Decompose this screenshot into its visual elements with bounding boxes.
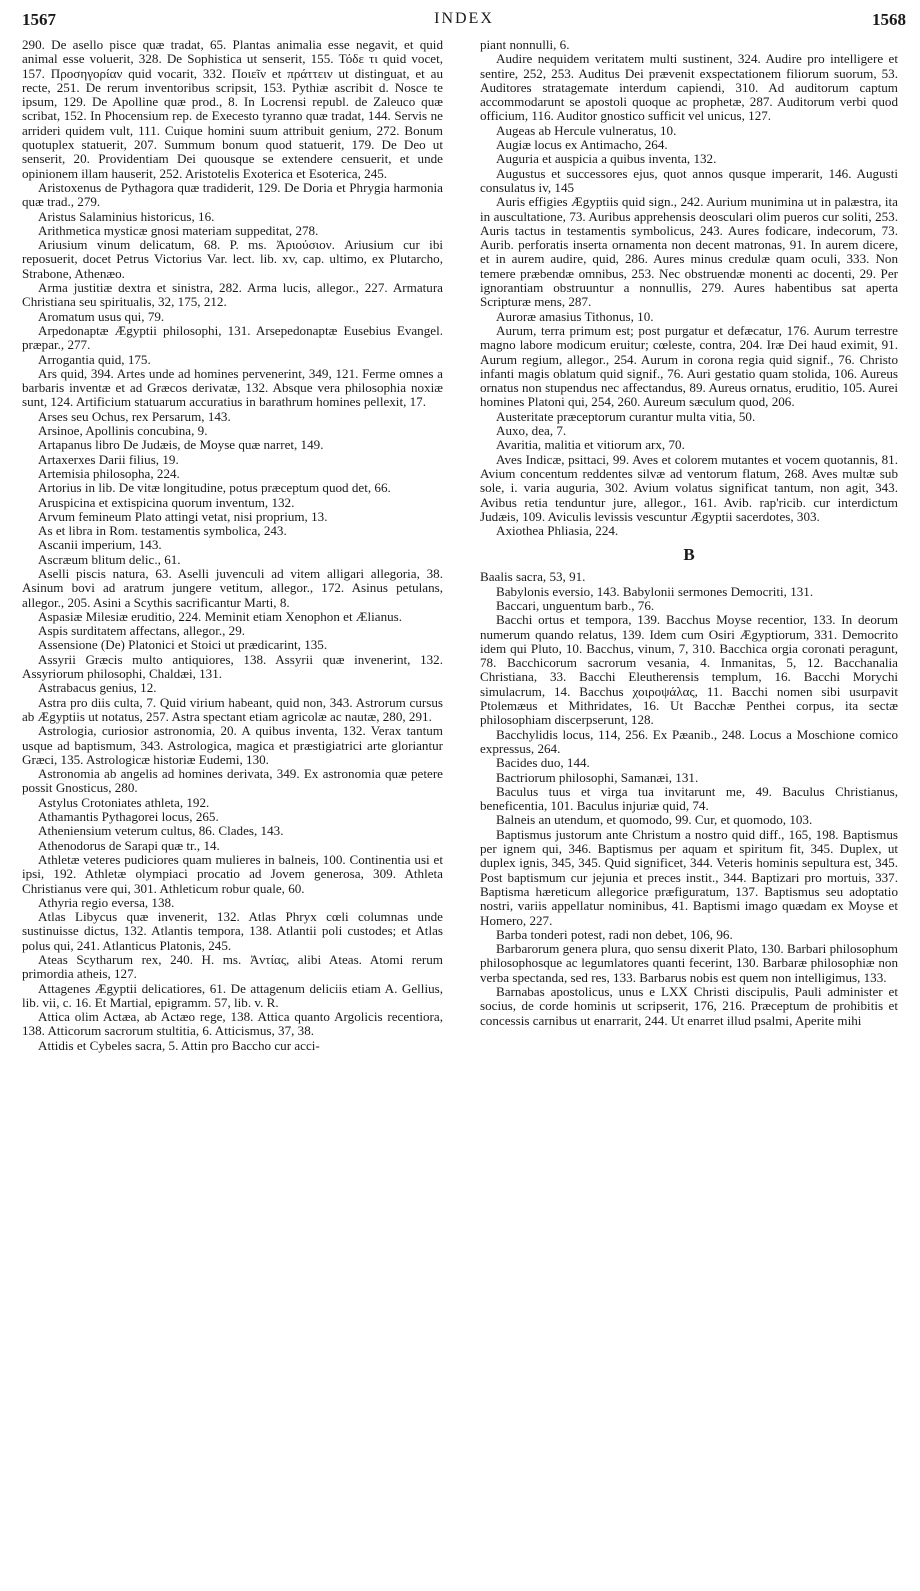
index-entry: 290. De asello pisce quæ tradat, 65. Plantas animalia esse negavit, et quid animal esse voluerit, 328. De Sophistica ut senserit, 155. Τόδε τι quid vocet, 157. Προσηγορίαν quid vocarit, 332. Ποιεῖν et πράττειν ut distinguat, et au recte, 251. De rerum inventoribus scripsit, 153. Pythiæ ascribit d. Nosce te ipsum, 129. De Apolline quæ prod., 8. In Locrensi republ. de Zaleuco quæ scribat, 152. In Phocensium rep. de Execesto tyranno quæ tradat, 144. Servis ne arrideri quidem vult, 111. Cuique homini suum attribuit genium, 272. Bonum quotuplex statuerit, 207. Summum bonum quod statuerit, 179. De Deo ut senserit, 20. Providentiam Dei quousque se extendere censuerit, et unde opinionem illam hauserit, 252. Aristotelis Exoterica et Esoterica, 245.: [22, 38, 443, 181]
index-entry: Auxo, dea, 7.: [496, 423, 567, 439]
index-entry: Astylus Crotoniates athleta, 192.: [38, 794, 210, 810]
index-entry: Austeritate præceptorum curantur multa vitia, 50.: [496, 408, 756, 424]
index-entry: Artapanus libro De Judæis, de Moyse quæ narret, 149.: [38, 437, 324, 453]
index-entry: Arma justitiæ dextra et sinistra, 282. Arma lucis, allegor., 227. Armatura Christiana seu spiritualis, 32, 175, 212.: [22, 280, 443, 310]
index-entry: Augeas ab Hercule vulneratus, 10.: [496, 122, 677, 138]
index-entry: Attidis et Cybeles sacra, 5. Attin pro Baccho cur acci-: [38, 1037, 320, 1053]
index-entry: Aruspicina et extispicina quorum inventum, 132.: [38, 494, 295, 510]
index-entry: Arses seu Ochus, rex Persarum, 143.: [38, 408, 231, 424]
index-entry: Auroræ amasius Tithonus, 10.: [496, 308, 654, 324]
index-entry: Bacchi ortus et tempora, 139. Bacchus Moyse recentior, 133. In deorum numerum quando relatus, 139. Idem cum Osiri Ægyptiorum, 331. Democrito idem qui Pluto, 10. Bacchus, vinum, 7, 310. Bacchica orgia coronati peragunt, 78. Bacchicorum sacrorum vesania, 4. Inmanitas, 5, 12. Bacchanalia Christiana, 33. Bacchi Eleutherensis templum, 16. Bacchi Morychi simulacrum, 14. Bacchus χοιροψάλας, 11. Bacchi nomen sibi usurpavit Ptolemæus et Mithridates, 16. Ut Bacchæ Penthei corpus, ita sectæ philosophiam discerpserunt, 128.: [480, 612, 898, 728]
index-entry: Arpedonaptæ Ægyptii philosophi, 131. Arsepedonaptæ Eusebius Evangel. præpar., 277.: [22, 322, 443, 353]
index-entry: Auris effigies Ægyptiis quid sign., 242. Aurium munimina ut in palæstra, ita in auscultatione, 73. Auribus apprehensis deosculari olim pueros cur soliti, 253. Auris tactus in testamentis symbolicus, 243. Aures fodicare, indecorum, 73. Aurib. perforatis inserta ornamenta non decent matronas, 91. In aurem dicere, et in aurem audire, quid, 286. Aures minus credulæ quam oculi, 333. Non temere præbendæ omnibus, 253. Nec obstruendæ monenti ac docenti, 29. Per ignorantiam obstruuntur a nonnullis, 279. Aures habentibus sat aperta Scripturæ mens, 287.: [480, 194, 898, 310]
index-column-right: [480, 38, 898, 1584]
index-entry: Astrologia, curiosior astronomia, 20. A quibus inventa, 132. Verax tantum usque ad baptismum, 343. Astrologica, magica et præstigiatrici arte gloriantur Græci, 135. Astrologicæ historiæ Eudemi, 130.: [22, 723, 443, 767]
index-entry: Astrabacus genius, 12.: [38, 680, 157, 696]
index-entry: Athenodorus de Sarapi quæ tr., 14.: [38, 837, 220, 853]
section-letter: B: [683, 545, 695, 565]
page-number-right: 1568: [872, 10, 906, 29]
index-entry: Aselli piscis natura, 63. Aselli juvenculi ad vitem alligari allegoria, 38. Asinum bovi ad aratrum jungere vetitum, allegor., 172. Asinus petulans, allegor., 205. Asini a Scythis sacrificantur Marti, 8.: [22, 565, 443, 610]
index-entry: Babylonis eversio, 143. Babylonii sermones Democriti, 131.: [496, 583, 814, 599]
index-entry: Barnabas apostolicus, unus e LXX Christi discipulis, Pauli administer et socius, de corde hominis ut scripserit, 176, 216. Præceptum de prohibitis et concessis carnibus ut enarrarit, 244. Ut enarret illud psalmi, Aperite mihi: [480, 984, 898, 1028]
index-entry: Baculus tuus et virga tua invitarunt me, 49. Baculus Christianus, beneficentia, 101. Baculus injuriæ quid, 74.: [480, 783, 898, 814]
index-entry: Baptismus justorum ante Christum a nostro quid diff., 165, 198. Baptismus per ignem qui, 346. Baptismus per aquam et spiritum fit, 345. Duplex, ut duplex ignis, 345, 345. Quid significet, 344. Veteris hominis sepultura est, 345. Post baptismum cur jejunia et preces instit., 344. Baptizari pro mortuis, 337. Baptisma hæreticum allegorice præfiguratum, 137. Baptismus seu adoptatio nostri, variis appellatur nominibus, 41. Baptismi imago quædam ex Moyse et Homero, 227.: [480, 826, 898, 928]
index-entry: Attagenes Ægyptii delicatiores, 61. De attagenum deliciis etiam A. Gellius, lib. vii, c. 16. Et Martial, epigramm. 57, lib. v. R.: [22, 980, 443, 1010]
index-entry: Artemisia philosopha, 224.: [38, 465, 180, 481]
index-entry: Arsinoe, Apollinis concubina, 9.: [38, 423, 208, 439]
index-entry: Aurum, terra primum est; post purgatur et defæcatur, 176. Aurum terrestre magno labore modicum eruitur; cœleste, contra, 204. Iræ Dei haud eximit, 91. Aurum regium, allegor., 254. Aurum in corona regia quid signif., 76. Christo infanti magis oblatum quid signif., 76. Auri gestatio quam stolida, 106. Aureus ornatus non stupendus nec affectandus, 89. Aureus ornatus, eruditio, 105. Aurei homines Platoni qui, 254, 260. Aureum sæculum quod, 206.: [480, 322, 898, 410]
index-entry: Bacchylidis locus, 114, 256. Ex Pæanib., 248. Locus a Moschione comico expressus, 264.: [480, 726, 898, 756]
index-entry: Barba tonderi potest, radi non debet, 106, 96.: [496, 926, 733, 942]
index-entries-b: [480, 570, 898, 1028]
index-entry: Baccari, unguentum barb., 76.: [496, 597, 655, 613]
index-entry: Astronomia ab angelis ad homines derivata, 349. Ex astronomia quæ petere possit Gnosticus, 280.: [22, 766, 443, 796]
index-entry: Artorius in lib. De vitæ longitudine, potus præceptum quod det, 66.: [38, 480, 391, 496]
page-number-left: 1567: [22, 10, 56, 29]
index-entry: Assensione (De) Platonici et Stoici ut prædicarint, 135.: [38, 637, 328, 653]
index-entry: Augiæ locus ex Antimacho, 264.: [496, 137, 668, 153]
index-entry: Aspis surditatem affectans, allegor., 29.: [38, 623, 246, 639]
index-entry: Ariusium vinum delicatum, 68. P. ms. Ἀριούσιον. Ariusium cur ibi reposuerit, docet Petrus Victorius Var. lect. lib. xv, cap. ultimo, ex Plutarcho, Strabone, Athenæo.: [22, 237, 443, 281]
page-title: INDEX: [434, 10, 494, 27]
index-entry: Assyrii Græcis multo antiquiores, 138. Assyrii quæ invenerint, 132. Assyriorum philosophi, Chaldæi, 131.: [22, 651, 443, 682]
index-entry: Aves Indicæ, psittaci, 99. Aves et colorem mutantes et vocem quotannis, 81. Avium concentum reddentes silvæ ad ventorum flatum, 268. Aves multæ sub sole, i. varia auguria, 302. Avium volatus significat tantum, non agit, 343. Avibus retia tenduntur jure, allegor., 161. Avib. rap'ricib. cur interdictum Judæis, 109. Aviculis levissis vescuntur Ægyptii sacerdotes, 303.: [480, 451, 898, 524]
index-entry: Astra pro diis culta, 7. Quid virium habeant, quid non, 343. Astrorum cursus ab Ægyptiis ut notatus, 257. Astra spectant etiam agricolæ ac nautæ, 280, 291.: [22, 694, 443, 724]
index-entry: Aristoxenus de Pythagora quæ tradiderit, 129. De Doria et Phrygia harmonia quæ trad., 279.: [22, 179, 443, 210]
index-entry: Ascanii imperium, 143.: [38, 537, 162, 553]
index-entry: Athamantis Pythagorei locus, 265.: [38, 809, 219, 825]
index-column-left: [22, 38, 443, 1584]
index-entry: Artaxerxes Darii filius, 19.: [38, 451, 179, 467]
index-entry: Arithmetica mysticæ gnosi materiam suppeditat, 278.: [38, 222, 319, 238]
index-entry: piant nonnulli, 6.: [480, 38, 570, 52]
index-entry: Ascræum blitum delic., 61.: [38, 551, 181, 567]
index-entry: Bactriorum philosophi, Samanæi, 131.: [496, 769, 699, 785]
index-entry: Baalis sacra, 53, 91.: [480, 569, 586, 585]
index-entry: Atlas Libycus quæ invenerit, 132. Atlas Phryx cœli columnas unde sustinuisse dictus, 132. Atlantis tempora, 138. Atlantii poli custodes; et Atlas polus qui, 241. Atlanticus Platonis, 245.: [22, 909, 443, 953]
index-entry: Barbarorum genera plura, quo sensu dixerit Plato, 130. Barbari philosophum philosophosque ac legumlatores quanti fecerint, 130. Barbaræ philosophiæ non verba spectanda, sed res, 133. Barbarus nobis est quem non intelligimus, 133.: [480, 941, 898, 985]
page-header: [22, 10, 906, 36]
index-entry: Athyria regio eversa, 138.: [38, 894, 175, 910]
index-entries-a: [480, 38, 898, 538]
index-entry: Aspasiæ Milesiæ eruditio, 224. Meminit etiam Xenophon et Ælianus.: [38, 608, 403, 624]
index-entry: Aromatum usus qui, 79.: [38, 308, 165, 324]
index-entry: Ateas Scytharum rex, 240. H. ms. Ἀντίας, alibi Ateas. Atomi rerum primordia atheis, 127.: [22, 952, 443, 982]
index-entry: Balneis an utendum, et quomodo, 99. Cur, et quomodo, 103.: [496, 812, 813, 828]
index-entry: Atheniensium veterum cultus, 86. Clades, 143.: [38, 823, 284, 839]
index-entry: Bacides duo, 144.: [496, 755, 590, 771]
index-entry: Audire nequidem veritatem multi sustinent, 324. Audire pro intelligere et sentire, 252, 253. Auditus Dei prævenit exspectationem filiorum suorum, 53. Auditores stratagemate interdum capiendi, 310. Ad auditorum captum accommodarunt se apostoli quoque ac prophetæ, 287. Auditorum verbi quod officium, 116. Auditor gnostico sufficit vel unicus, 127.: [480, 51, 898, 124]
index-entry: Athletæ veteres pudiciores quam mulieres in balneis, 100. Continentia usi et ipsi, 192. Athletæ olympiaci procatio ad Jovem generosa, 309. Athleta Christianus vere qui, 301. Athleticum robur quale, 60.: [22, 851, 443, 896]
index-entry: Avaritia, malitia et vitiorum arx, 70.: [496, 437, 685, 453]
index-entry: Ars quid, 394. Artes unde ad homines pervenerint, 349, 121. Ferme omnes a barbaris inventæ et ad Græcos derivatæ, 132. Absque vera philosophia noxiæ sunt, 124. Artificium statuarum accuratius in barathrum homines pellexit, 17.: [22, 365, 443, 410]
index-entry: Attica olim Actæa, ab Actæo rege, 138. Attica quanto Argolicis recentiora, 138. Atticorum sacrorum stultitia, 6. Atticismus, 37, 38.: [22, 1009, 443, 1039]
index-entry: Arvum femineum Plato attingi vetat, nisi proprium, 13.: [38, 508, 328, 524]
index-entry: Augustus et successores ejus, quot annos qusque imperarit, 146. Augusti consulatus iv, 145: [480, 165, 898, 195]
index-entry: Axiothea Phliasia, 224.: [496, 523, 619, 539]
index-entry: Aristus Salaminius historicus, 16.: [38, 208, 215, 224]
index-entry: Arrogantia quid, 175.: [38, 351, 151, 367]
index-entry: Auguria et auspicia a quibus inventa, 132.: [496, 151, 717, 167]
index-entry: As et libra in Rom. testamentis symbolica, 243.: [38, 523, 287, 539]
